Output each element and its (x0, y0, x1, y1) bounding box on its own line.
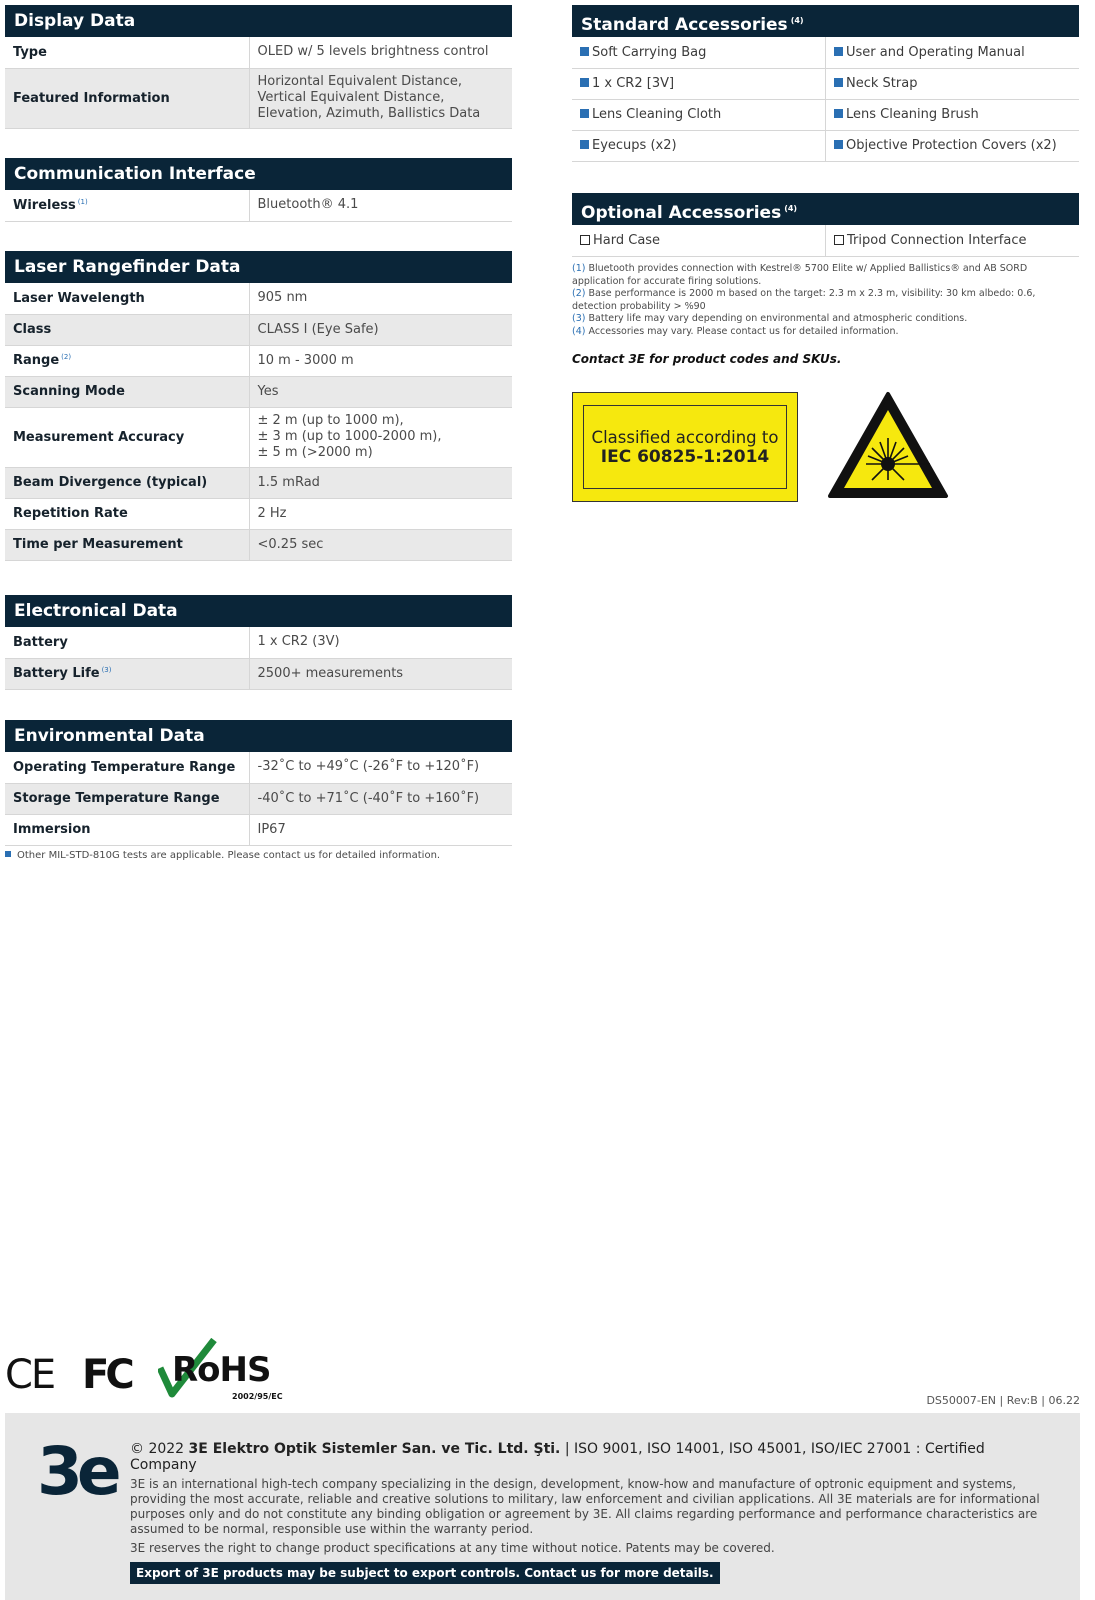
fcc-logo: FC (82, 1352, 131, 1398)
spec-label: Measurement Accuracy (5, 407, 249, 467)
filled-square-icon (580, 47, 589, 56)
contact-note: Contact 3E for product codes and SKUs. (572, 352, 842, 366)
spec-value: 2500+ measurements (249, 658, 512, 689)
spec-label (5, 345, 249, 376)
spec-table (5, 190, 512, 222)
spec-value: CLASS I (Eye Safe) (249, 314, 512, 345)
spec-value: Yes (249, 376, 512, 407)
table-row (5, 467, 512, 498)
accessory-label: Tripod Connection Interface (847, 232, 1027, 248)
footer (5, 1413, 1080, 1600)
footnote (572, 326, 1079, 339)
accessory-table (572, 225, 1079, 257)
footnote-number: (4) (572, 325, 586, 337)
accuracy-line: ± 5 m (>2000 m) (257, 445, 373, 460)
section-header: Environmental Data (5, 720, 512, 752)
spec-label: Beam Divergence (typical) (5, 467, 249, 498)
accessory-item (572, 130, 826, 161)
spec-label (5, 190, 249, 221)
bullet-icon (5, 851, 11, 857)
footnote (572, 263, 1079, 288)
table-row (5, 376, 512, 407)
footnote-text: Battery life may vary depending on environmental and atmospheric conditions. (588, 313, 968, 324)
section-header (572, 5, 1079, 37)
accessory-label: Hard Case (593, 232, 661, 248)
spec-value: 2 Hz (249, 498, 512, 529)
footnotes (572, 263, 1079, 338)
accessory-label: Neck Strap (846, 76, 918, 91)
accessory-label: Eyecups (x2) (592, 138, 677, 153)
spec-label: Laser Wavelength (5, 283, 249, 314)
accessory-item (826, 225, 1080, 256)
table-row (5, 658, 512, 689)
table-row (5, 752, 512, 783)
footnote-ref: (2) (61, 353, 72, 361)
accessory-label: 1 x CR2 [3V] (592, 76, 675, 91)
spec-label: Battery (5, 627, 249, 658)
spec-label (5, 658, 249, 689)
spec-table (5, 627, 512, 690)
spec-label: Class (5, 314, 249, 345)
footnote-text: Accessories may vary. Please contact us for detailed information. (588, 325, 899, 337)
table-row (5, 190, 512, 221)
note-text: Other MIL-STD-810G tests are applicable. Please contact us for detailed information. (17, 849, 441, 861)
spec-label: Storage Temperature Range (5, 783, 249, 814)
classification-frame (583, 405, 787, 489)
spec-label: Time per Measurement (5, 529, 249, 560)
spec-value: IP67 (249, 814, 512, 845)
spec-value: Horizontal Equivalent Distance, Vertical Equivalent Distance, Elevation, Azimuth, Ballistics Data (249, 68, 512, 128)
standard-accessories-section (572, 5, 1079, 162)
table-row (5, 407, 512, 467)
spec-table (5, 752, 512, 846)
accessory-item (826, 37, 1080, 68)
about-text: 3E is an international high-tech company specializing in the design, development, know-how and manufacture of optronic equipment and systems, providing the most accurate, reliable and creative solutions to military, law enforcement and civilian applications. All 3E materials are for informational purposes only and do not constitute any binding obligation or agreement by 3E. All claims regarding performance and performance characteristics are assumed to be normal, responsible use within the warranty period. (130, 1477, 1040, 1536)
table-row (572, 225, 1079, 256)
copyright-prefix: © 2022 (130, 1441, 189, 1457)
battery-life-label: Battery Life (13, 666, 100, 681)
filled-square-icon (834, 47, 843, 56)
spec-value (249, 407, 512, 467)
empty-square-icon (580, 235, 590, 245)
spec-value: <0.25 sec (249, 529, 512, 560)
footnote-ref: (4) (784, 204, 798, 213)
spec-value: -40˚C to +71˚C (-40˚F to +160˚F) (249, 783, 512, 814)
table-row (5, 627, 512, 658)
accessory-item (572, 68, 826, 99)
display-data-section (5, 5, 512, 129)
spec-value: 905 nm (249, 283, 512, 314)
table-row (5, 37, 512, 68)
spec-value: 1 x CR2 (3V) (249, 627, 512, 658)
spec-table (5, 283, 512, 561)
laser-warning-icon (826, 390, 950, 502)
spec-label: Immersion (5, 814, 249, 845)
table-row (5, 783, 512, 814)
laser-rangefinder-section (5, 251, 512, 561)
footnote (572, 313, 1079, 326)
spec-value: -32˚C to +49˚C (-26˚F to +120˚F) (249, 752, 512, 783)
rohs-text: RoHS (172, 1350, 271, 1390)
filled-square-icon (834, 140, 843, 149)
accessory-table (572, 37, 1079, 162)
filled-square-icon (580, 109, 589, 118)
rohs-code: 2002/95/EC (232, 1392, 283, 1401)
table-row (572, 130, 1079, 161)
accessory-item (826, 99, 1080, 130)
footnote-ref: (3) (101, 666, 112, 674)
export-notice: Export of 3E products may be subject to export controls. Contact us for more details. (130, 1562, 720, 1584)
classification-line: Classified according to (591, 427, 779, 447)
filled-square-icon (834, 78, 843, 87)
table-row (572, 68, 1079, 99)
accessory-label: Soft Carrying Bag (592, 44, 707, 60)
section-title: Standard Accessories (581, 15, 788, 35)
filled-square-icon (580, 78, 589, 87)
rohs-logo (158, 1338, 288, 1402)
table-row (5, 529, 512, 560)
ce-mark-logo: CE (5, 1352, 55, 1398)
spec-value: 1.5 mRad (249, 467, 512, 498)
footnote-text: Bluetooth provides connection with Kestrel® 5700 Elite w/ Applied Ballistics® and AB SORD application for accurate firing solutions. (572, 263, 1028, 287)
accessory-item (826, 68, 1080, 99)
optional-accessories-section (572, 193, 1079, 257)
footer-body (130, 1441, 1050, 1584)
filled-square-icon (834, 109, 843, 118)
document-revision: DS50007-EN | Rev:B | 06.22 (926, 1394, 1080, 1407)
spec-value: Bluetooth® 4.1 (249, 190, 512, 221)
accessory-label: Lens Cleaning Brush (846, 107, 979, 122)
accessory-label: Objective Protection Covers (x2) (846, 138, 1057, 153)
table-row (5, 68, 512, 128)
accessory-item (572, 37, 826, 68)
spec-value: 10 m - 3000 m (249, 345, 512, 376)
spec-label: Repetition Rate (5, 498, 249, 529)
section-title: Optional Accessories (581, 203, 782, 223)
section-header (572, 193, 1079, 225)
table-row (5, 283, 512, 314)
rights-text: 3E reserves the right to change product specifications at any time without notice. Patents may be covered. (130, 1541, 775, 1555)
spec-label: Scanning Mode (5, 376, 249, 407)
laser-classification-label (572, 392, 798, 502)
empty-square-icon (834, 235, 844, 245)
communication-section (5, 158, 512, 222)
electronical-section (5, 595, 512, 690)
footnote (572, 288, 1079, 313)
footnote-text: Base performance is 2000 m based on the target: 2.3 m x 2.3 m, visibility: 30 km albedo: 0.6, detection probability > %90 (572, 288, 1036, 312)
company-name: 3E Elektro Optik Sistemler San. ve Tic. Ltd. Şti. (188, 1441, 561, 1457)
certifications: | ISO 9001, ISO 14001, ISO 45001, ISO/IEC 27001 : Certified Company (130, 1441, 985, 1473)
footnote-ref: (4) (790, 16, 804, 25)
accessory-item (572, 99, 826, 130)
copyright-line (130, 1441, 1050, 1473)
classification-standard: IEC 60825-1:2014 (600, 446, 770, 467)
accessory-label: Lens Cleaning Cloth (592, 107, 722, 122)
accessory-item (572, 225, 826, 256)
table-row (5, 498, 512, 529)
table-row (572, 99, 1079, 130)
filled-square-icon (580, 140, 589, 149)
spec-label: Featured Information (5, 68, 249, 128)
range-label: Range (13, 353, 60, 368)
accuracy-line: ± 2 m (up to 1000 m), (257, 413, 404, 428)
accessory-label: User and Operating Manual (846, 44, 1025, 60)
table-row (5, 314, 512, 345)
footnote-ref: (1) (77, 197, 88, 206)
spec-table (5, 37, 512, 129)
spec-label: Operating Temperature Range (5, 752, 249, 783)
environmental-note (5, 850, 512, 861)
table-row (572, 37, 1079, 68)
section-header: Laser Rangefinder Data (5, 251, 512, 283)
spec-value: OLED w/ 5 levels brightness control (249, 37, 512, 68)
table-row (5, 345, 512, 376)
company-logo: 3e (37, 1433, 116, 1510)
footnote-number: (3) (572, 313, 586, 324)
section-header: Display Data (5, 5, 512, 37)
section-header: Electronical Data (5, 595, 512, 627)
spec-label: Type (5, 37, 249, 68)
wireless-label: Wireless (13, 197, 76, 213)
footnote-number: (1) (572, 263, 586, 274)
table-row (5, 814, 512, 845)
accuracy-line: ± 3 m (up to 1000-2000 m), (257, 429, 442, 444)
footnote-number: (2) (572, 288, 586, 299)
environmental-section (5, 720, 512, 861)
accessory-item (826, 130, 1080, 161)
section-header: Communication Interface (5, 158, 512, 190)
